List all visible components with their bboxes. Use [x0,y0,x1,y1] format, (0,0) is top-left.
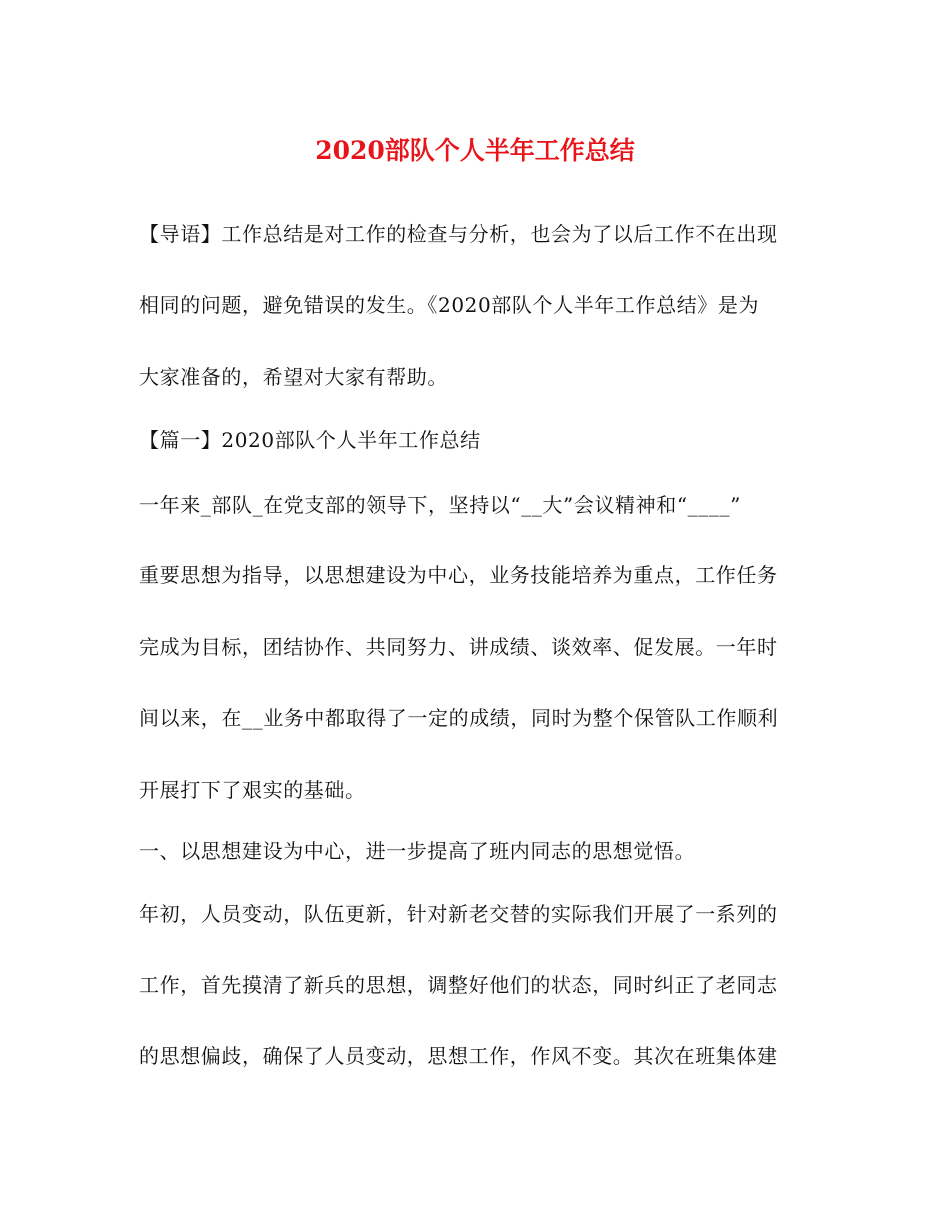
text-line-5: 一年来_部队_在党支部的领导下，坚持以“__大”会议精神和“____” [139,493,741,517]
text-line-1: 【导语】工作总结是对工作的检查与分析，也会为了以后工作不在出现 [139,222,778,246]
document-title: 2020部队个人半年工作总结 [315,136,635,165]
text-line-8: 间以来，在__业务中都取得了一定的成绩，同时为整个保管队工作顺利 [139,706,779,730]
text-line-13: 的思想偏歧，确保了人员变动，思想工作，作风不变。其次在班集体建 [139,1044,778,1068]
text-line-7: 完成为目标，团结协作、共同努力、讲成绩、谈效率、促发展。一年时 [139,635,778,659]
text-line-11: 年初，人员变动，队伍更新，针对新老交替的实际我们开展了一系列的 [139,902,778,926]
text-line-4: 【篇一】2020部队个人半年工作总结 [139,428,481,452]
text-line-9: 开展打下了艰实的基础。 [139,778,366,802]
text-line-2: 相同的问题，避免错误的发生。《2020部队个人半年工作总结》是为 [139,293,760,317]
text-line-3: 大家准备的，希望对大家有帮助。 [139,365,448,389]
text-line-10: 一、以思想建设为中心，进一步提高了班内同志的思想觉悟。 [139,839,696,863]
text-line-12: 工作，首先摸清了新兵的思想，调整好他们的状态，同时纠正了老同志 [139,973,778,997]
text-line-6: 重要思想为指导，以思想建设为中心，业务技能培养为重点，工作任务 [139,563,778,587]
